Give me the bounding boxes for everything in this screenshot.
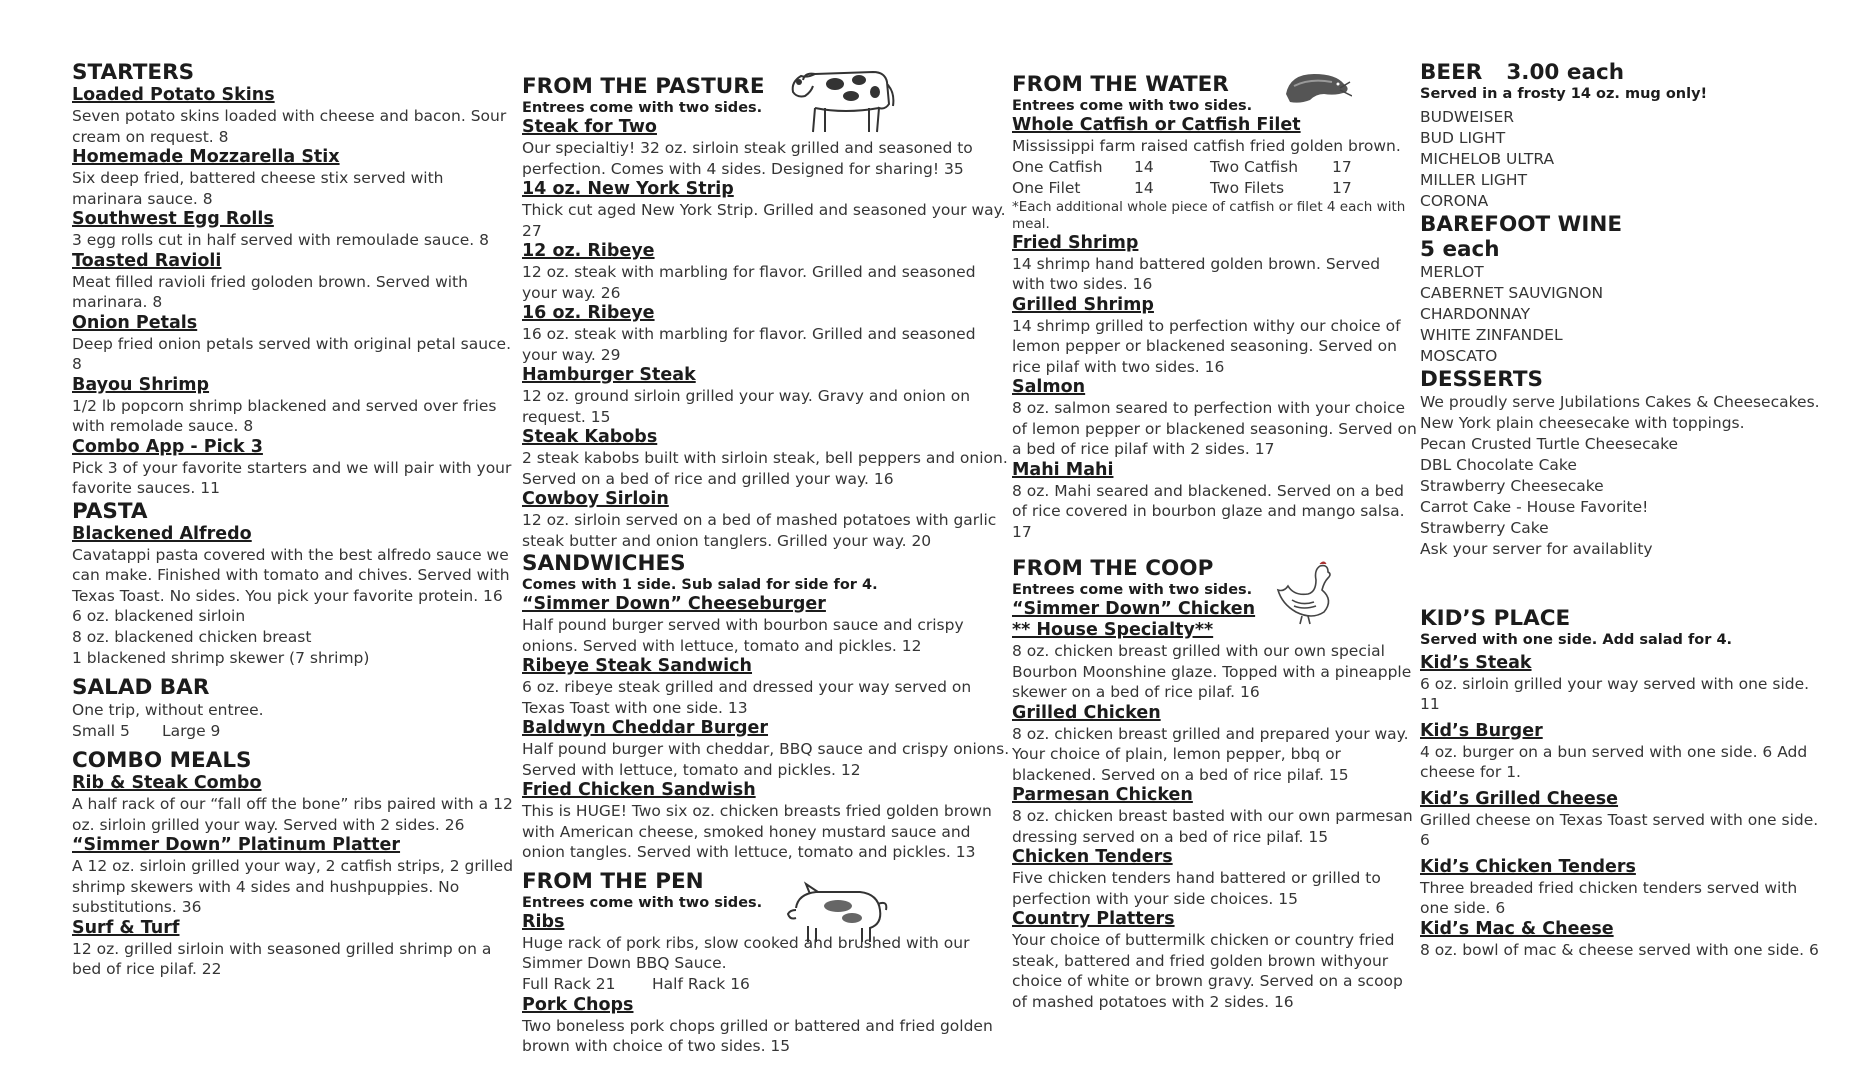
item-desc: 8 oz. bowl of mac & cheese served with one side. 6 [1420, 940, 1819, 959]
item-desc: 12 oz. ground sirloin grilled your way. Gravy and onion on request. 15 [522, 387, 971, 426]
salad-bar-heading: SALAD BAR [72, 675, 210, 700]
two-catfish-price: 17 [1332, 157, 1352, 176]
coop-heading: FROM THE COOP [1012, 556, 1214, 581]
item-name: Pork Chops [522, 994, 634, 1015]
coop-sub: Entrees come with two sides. [1012, 582, 1253, 598]
combo-item [72, 918, 517, 980]
sandwich-item [522, 656, 1010, 718]
wine-item: MOSCATO [1420, 347, 1498, 365]
pasture-item [522, 427, 1010, 489]
salad-bar-desc: One trip, without entree. [72, 701, 264, 719]
water-item [1012, 233, 1417, 295]
sandwiches-sub: Comes with 1 side. Sub salad for side for 4. [522, 577, 878, 593]
starter-item [72, 437, 517, 499]
item-name: Salmon [1012, 377, 1086, 397]
item-desc: A 12 oz. sirloin grilled your way, 2 catfish strips, 2 grilled shrimp skewers with 4 sides and hushpuppies. No substitutions. 36 [72, 857, 514, 916]
water-item [1012, 377, 1417, 460]
column-1 [72, 60, 517, 980]
salad-bar-prices [72, 721, 517, 742]
filet-prices-row [1012, 178, 1417, 199]
item-name: Toasted Ravioli [72, 250, 222, 271]
item-desc: Deep fried onion petals served with original petal sauce. 8 [72, 334, 512, 373]
item-desc: 3 egg rolls cut in half served with remoulade sauce. 8 [72, 231, 490, 249]
item-name: Steak Kabobs [522, 427, 658, 447]
half-rack-price: Half Rack 16 [652, 974, 750, 993]
house-specialty-tag: ** House Specialty** [1012, 620, 1214, 640]
item-name: Steak for Two [522, 117, 657, 137]
kids-item [1420, 789, 1820, 851]
item-name: “Simmer Down” Cheeseburger [522, 594, 826, 614]
wine-price: 5 each [1420, 237, 1500, 262]
dessert-item: Pecan Crusted Turtle Cheesecake [1420, 434, 1679, 453]
kids-item [1420, 919, 1820, 961]
coop-item [1012, 847, 1417, 909]
item-desc: 2 steak kabobs built with sirloin steak, bell peppers and onion. Served on a bed of rice and grilled your way. 16 [522, 449, 1008, 488]
coop-item [1012, 703, 1417, 786]
pig-icon [782, 880, 892, 946]
sandwich-item [522, 718, 1010, 780]
water-item [1012, 460, 1417, 543]
pasture-item [522, 117, 1010, 179]
pasture-item [522, 303, 1010, 365]
beer-sub: Served in a frosty 14 oz. mug only! [1420, 86, 1708, 102]
pasta-option: 1 blackened shrimp skewer (7 shrimp) [72, 649, 370, 667]
item-desc: 8 oz. chicken breast grilled and prepared your way. Your choice of plain, lemon pepper, bbq or blackened. Served on a bed of rice pilaf. 15 [1012, 724, 1409, 784]
item-name: Surf & Turf [72, 917, 180, 938]
item-desc: Five chicken tenders hand battered or grilled to perfection with your side choices. 15 [1012, 869, 1381, 908]
item-desc: 14 shrimp hand battered golden brown. Served with two sides. 16 [1012, 254, 1381, 293]
item-desc: 8 oz. chicken breast grilled with our own special Bourbon Moonshine glaze. Topped with a pineapple skewer on a bed of rice pilaf. 16 [1012, 642, 1412, 701]
item-name: Homemade Mozzarella Stix [72, 147, 340, 167]
item-desc: Three breaded fried chicken tenders served with one side. 6 [1420, 878, 1798, 917]
item-desc: Huge rack of pork ribs, slow cooked and brushed with our Simmer Down BBQ Sauce. [522, 933, 970, 972]
beer-item: MILLER LIGHT [1420, 171, 1528, 189]
beer-heading [1420, 60, 1820, 85]
one-catfish-price: 14 [1134, 157, 1154, 176]
dessert-item: Strawberry Cake [1420, 518, 1549, 537]
item-desc: Half pound burger with cheddar, BBQ sauce and crispy onions. Served with lettuce, tomato and pickles. 12 [522, 740, 1010, 779]
item-desc: 4 oz. burger on a bun served with one side. 6 Add cheese for 1. [1420, 742, 1808, 781]
item-desc: Pick 3 of your favorite starters and we will pair with your favorite sauces. 11 [72, 458, 512, 497]
pasture-item [522, 241, 1010, 303]
item-desc: 12 oz. steak with marbling for flavor. Grilled and seasoned your way. 26 [522, 263, 976, 302]
item-desc: 12 oz. grilled sirloin with seasoned grilled shrimp on a bed of rice pilaf. 22 [72, 939, 492, 978]
column-4 [1420, 60, 1820, 960]
ribs-prices [522, 974, 1010, 995]
kids-sub: Served with one side. Add salad for 4. [1420, 631, 1733, 648]
item-name: Grilled Shrimp [1012, 294, 1154, 315]
catfish-prices-row [1012, 157, 1417, 178]
starters-heading: STARTERS [72, 60, 195, 85]
item-desc: A half rack of our “fall off the bone” ribs paired with a 12 oz. sirloin grilled your way. Served with 2 sides. 26 [72, 795, 513, 834]
desserts-intro: We proudly serve Jubilations Cakes & Cheesecakes. [1420, 393, 1820, 411]
beer-price: 3.00 each [1506, 60, 1625, 85]
item-name: “Simmer Down” Platinum Platter [72, 835, 401, 855]
item-name: Hamburger Steak [522, 365, 696, 385]
item-name: “Simmer Down” Chicken [1012, 599, 1256, 619]
dessert-item: DBL Chocolate Cake [1420, 455, 1577, 474]
item-desc: 6 oz. ribeye steak grilled and dressed your way served on Texas Toast with one side. 13 [522, 678, 972, 717]
item-name: Kid’s Chicken Tenders [1420, 856, 1636, 877]
item-desc: Our specialtiy! 32 oz. sirloin steak grilled and seasoned to perfection. Comes with 4 sides. Designed for sharing! 35 [522, 139, 973, 178]
dessert-item: Carrot Cake - House Favorite! [1420, 497, 1649, 516]
combo-item [72, 835, 517, 918]
pen-heading: FROM THE PEN [522, 868, 704, 894]
combo-heading: COMBO MEALS [72, 748, 252, 773]
pasture-heading: FROM THE PASTURE [522, 74, 765, 99]
starter-item [72, 251, 517, 313]
pasture-sub: Entrees come with two sides. [522, 100, 763, 116]
pasture-item [522, 489, 1010, 551]
item-desc: This is HUGE! Two six oz. chicken breasts fried golden brown with American cheese, smoked honey mustard sauce and onion tangles. Served with lettuce, tomato and pickles. 13 [522, 802, 992, 861]
water-heading: FROM THE WATER [1012, 72, 1229, 97]
beer-item: MICHELOB ULTRA [1420, 150, 1555, 168]
pen-sub: Entrees come with two sides. [522, 894, 763, 911]
item-desc: Half pound burger served with bourbon sauce and crispy onions. Served with lettuce, tomato and pickles. 12 [522, 616, 964, 655]
salad-large-price: Large 9 [162, 722, 221, 740]
item-name: Kid’s Burger [1420, 720, 1543, 741]
item-desc: 1/2 lb popcorn shrimp blackened and served over fries with remolade sauce. 8 [72, 396, 497, 435]
starter-item [72, 209, 517, 251]
wine-item: MERLOT [1420, 263, 1484, 281]
beer-item: BUDWEISER [1420, 108, 1515, 126]
item-name: Loaded Potato Skins [72, 85, 275, 105]
item-desc: Grilled cheese on Texas Toast served with one side. 6 [1420, 810, 1819, 849]
sandwich-item [522, 594, 1010, 656]
dessert-item: Ask your server for availablity [1420, 539, 1653, 558]
item-desc: 14 shrimp grilled to perfection withy our choice of lemon pepper or blackened seasoning. Served on rice pilaf with two sides. 16 [1012, 316, 1401, 376]
starter-item [72, 375, 517, 437]
item-name: Grilled Chicken [1012, 702, 1161, 723]
starter-item [72, 85, 517, 147]
item-desc: Mississippi farm raised catfish fried golden brown. [1012, 137, 1401, 155]
catfish-note: *Each additional whole piece of catfish or filet 4 each with meal. [1012, 198, 1406, 232]
item-desc: Seven potato skins loaded with cheese and bacon. Sour cream on request. 8 [72, 107, 507, 146]
pasture-item [522, 179, 1010, 241]
wine-heading: BAREFOOT WINE [1420, 212, 1623, 237]
sandwiches-heading: SANDWICHES [522, 551, 686, 576]
column-3 [1012, 72, 1417, 1012]
beer-title: BEER [1420, 60, 1483, 85]
item-name: Fried Chicken Sandwish [522, 780, 756, 800]
starter-item [72, 147, 517, 209]
item-name: Bayou Shrimp [72, 374, 210, 395]
item-name: Whole Catfish or Catfish Filet [1012, 115, 1301, 135]
item-desc: 8 oz. Mahi seared and blackened. Served on a bed of rice covered in bourbon glaze and mango salsa. 17 [1012, 481, 1405, 541]
item-desc: 12 oz. sirloin served on a bed of mashed potatoes with garlic steak butter and onion tanglers. Grilled your way. 20 [522, 511, 997, 550]
item-name: Southwest Egg Rolls [72, 209, 274, 229]
two-filets-price: 17 [1332, 178, 1352, 197]
one-filet-price: 14 [1134, 178, 1154, 197]
salad-small-price: Small 5 [72, 722, 130, 740]
item-desc: 16 oz. steak with marbling for flavor. Grilled and seasoned your way. 29 [522, 325, 976, 364]
item-desc: Meat filled ravioli fried goloden brown. Served with marinara. 8 [72, 272, 468, 311]
item-name: Onion Petals [72, 312, 198, 333]
two-catfish-label: Two Catfish [1210, 157, 1299, 176]
water-sub: Entrees come with two sides. [1012, 98, 1253, 114]
item-name: Chicken Tenders [1012, 847, 1173, 867]
full-rack-price: Full Rack 21 [522, 974, 616, 993]
item-desc: Cavatappi pasta covered with the best alfredo sauce we can make. Finished with tomato and chives. Served with Texas Toast. No sides. You pick your favorite protein. 16 [72, 545, 510, 605]
column-2 [522, 74, 1010, 1057]
item-name: Baldwyn Cheddar Burger [522, 718, 769, 738]
beer-item: BUD LIGHT [1420, 129, 1506, 147]
wine-item: CHARDONNAY [1420, 305, 1531, 323]
starter-item [72, 313, 517, 375]
item-name: 16 oz. Ribeye [522, 303, 655, 323]
item-name: Rib & Steak Combo [72, 773, 262, 793]
item-name: Kid’s Grilled Cheese [1420, 788, 1619, 809]
wine-item: CABERNET SAUVIGNON [1420, 284, 1604, 302]
item-desc: Six deep fried, battered cheese stix served with marinara sauce. 8 [72, 169, 444, 208]
water-item [1012, 295, 1417, 378]
item-name: Combo App - Pick 3 [72, 436, 263, 457]
chicken-icon [1272, 560, 1342, 626]
dessert-item: New York plain cheesecake with toppings. [1420, 413, 1745, 432]
kids-heading: KID’S PLACE [1420, 605, 1571, 631]
item-desc: Your choice of buttermilk chicken or country fried steak, battered and fried golden brown withyour choice of white or brown gravy. Served on a scoop of mashed potatoes with 2 sides. 16 [1012, 931, 1403, 1011]
item-name: 14 oz. New York Strip [522, 179, 734, 199]
item-name: Country Platters [1012, 909, 1175, 929]
item-name: Parmesan Chicken [1012, 785, 1193, 805]
item-desc: 8 oz. chicken breast basted with our own parmesan dressing served on a bed of rice pilaf. 15 [1012, 807, 1413, 846]
item-name: Fried Shrimp [1012, 232, 1139, 253]
pasta-heading: PASTA [72, 498, 148, 524]
dessert-item: Strawberry Cheesecake [1420, 476, 1604, 495]
wine-item: WHITE ZINFANDEL [1420, 326, 1563, 344]
item-name: Ribs [522, 911, 565, 932]
item-name: Cowboy Sirloin [522, 489, 669, 509]
item-name: 12 oz. Ribeye [522, 241, 655, 261]
item-desc: Two boneless pork chops grilled or battered and fried golden brown with choice of two sides. 15 [522, 1016, 993, 1055]
item-desc: 6 oz. sirloin grilled your way served with one side. 11 [1420, 674, 1810, 713]
item-name: Mahi Mahi [1012, 459, 1114, 480]
kids-item [1420, 857, 1820, 919]
pasta-option: 8 oz. blackened chicken breast [72, 628, 312, 646]
kids-item [1420, 653, 1820, 715]
item-name: Kid’s Steak [1420, 652, 1532, 673]
coop-item [1012, 785, 1417, 847]
item-desc: Thick cut aged New York Strip. Grilled and seasoned your way. 27 [522, 201, 1006, 240]
item-name: Blackened Alfredo [72, 523, 252, 544]
combo-item [72, 773, 517, 835]
coop-item [1012, 909, 1417, 1012]
one-filet-label: One Filet [1012, 178, 1081, 197]
sandwich-item [522, 780, 1010, 863]
pasta-option: 6 oz. blackened sirloin [72, 607, 246, 625]
desserts-heading: DESSERTS [1420, 367, 1543, 392]
item-desc: 8 oz. salmon seared to perfection with your choice of lemon pepper or blackened seasoning. Served on a bed of rice pilaf with 2 sides. 17 [1012, 399, 1417, 458]
catfish-icon [1280, 64, 1352, 108]
item-name: Kid’s Mac & Cheese [1420, 918, 1614, 939]
pasture-item [522, 365, 1010, 427]
cow-icon [785, 58, 905, 138]
beer-item: CORONA [1420, 192, 1489, 210]
item-name: Ribeye Steak Sandwich [522, 656, 753, 676]
two-filets-label: Two Filets [1210, 178, 1285, 197]
kids-item [1420, 721, 1820, 783]
one-catfish-label: One Catfish [1012, 157, 1103, 176]
